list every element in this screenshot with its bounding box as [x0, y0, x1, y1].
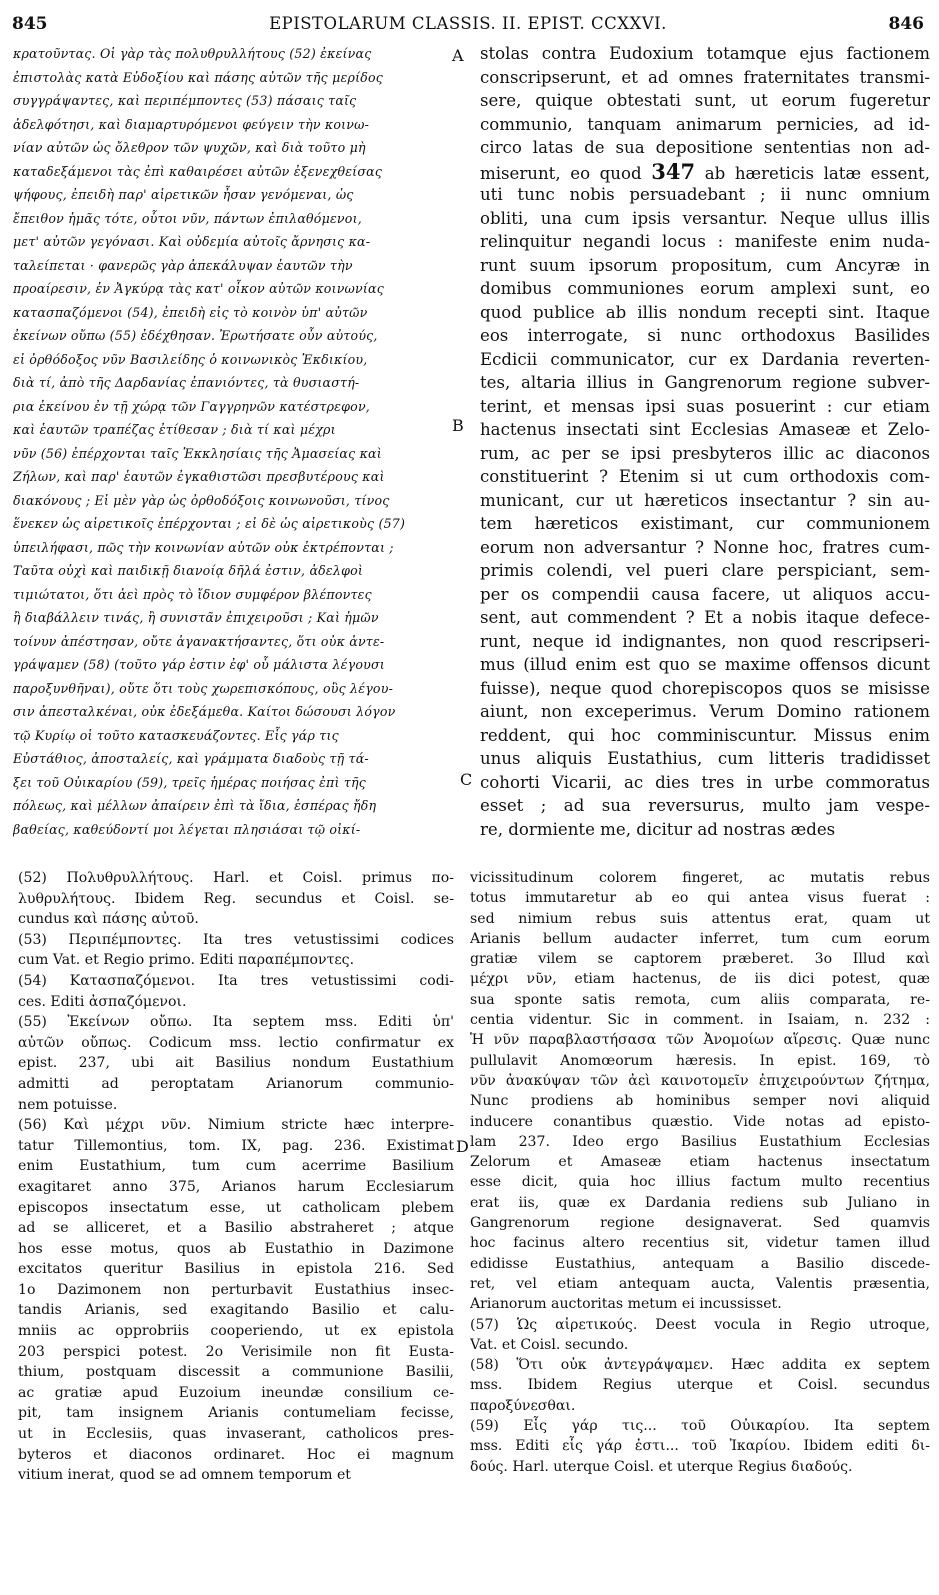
footnote-line: ces. Editi ἀσπαζόμενοι. — [18, 993, 187, 1010]
greek-text-line: κρατοῦντας. Οἱ γὰρ τὰς πολυθρυλλήτους (52) ἐκείνας — [13, 46, 372, 61]
margin-marker-c: C — [460, 770, 473, 789]
latin-text-line: eorum non adversantur ? Nonne hoc, fratres cum- — [480, 537, 930, 557]
greek-text-line: νῦν (56) ἐπέρχονται ταῖς Ἐκκλησίαις τῆς Ἀμασείας καὶ — [13, 445, 382, 461]
latin-text-line: reddent, qui hoc comminiscuntur. Missus enim — [480, 725, 930, 745]
greek-text-line: ἐκείνων οὔπω (55) ἐδέχθησαν. Ἐρωτήσατε οὖν αὐτούς, — [13, 328, 378, 343]
footnote-line: tandis Arianis, sed exagitando Basilio et calu- — [18, 1302, 454, 1319]
footnote-line: 1o Dazimonem non perturbavit Eustathius insec- — [18, 1281, 454, 1298]
footnote-line: centia videntur. Sic in comment. in Isaiam, n. 232 : — [470, 1012, 930, 1029]
latin-text-line — [480, 160, 930, 184]
greek-text-line: βαθείας, καθεύδοντί μοι λέγεται πλησιάσαι τῷ οἰκί- — [13, 821, 361, 837]
latin-text-line: stolas contra Eudoxium totamque ejus factionem — [480, 44, 930, 63]
latin-text-column — [480, 42, 930, 841]
latin-text-line: mus (illud enim est quo se maxime offensos dicunt — [480, 655, 930, 674]
footnote-line: λυθρυλήτους. Ibidem Reg. secundus et Coisl. se- — [18, 890, 454, 907]
footnote-line: byteros et diaconos ordinaret. Hoc ei magnum — [18, 1446, 454, 1463]
footnote-line: (55) Ἐκείνων οὔπω. Ita septem mss. Editi ὑπ' — [18, 1014, 454, 1031]
page-header — [12, 14, 924, 40]
footnote-line: erat iis, quæ ex Dardania rediens sub Juliano in — [470, 1194, 930, 1211]
greek-text-line: εἰ ὀρθόδοξος νῦν Βασιλείδης ὁ κοινωνικὸς Ἐκδικίου, — [13, 351, 368, 367]
greek-text-line: γράψαμεν (58) (τοῦτο γάρ ἐστιν ἐφ' οὗ μάλιστα λέγουσι — [13, 657, 385, 672]
greek-text-line: τοίνυν ἀπέστησαν, οὔτε ἀγανακτήσαντες, ὅτι οὐκ ἀντε- — [13, 633, 385, 649]
greek-text-line: νίαν αὐτῶν ὡς ὄλεθρον τῶν ψυχῶν, καὶ διὰ τοῦτο μὴ — [13, 140, 366, 155]
latin-text-line: eos interrogate, si nunc orthodoxus Basilides — [480, 326, 930, 345]
footnote-line: exagitaret anno 375, Arianos harum Ecclesiarum — [18, 1178, 454, 1195]
greek-text-line: ὑπειλήφασι, πῶς τὴν κοινωνίαν αὐτῶν οὐκ ἐκτρέπονται ; — [13, 539, 394, 555]
latin-text-line: sere, quique obtestati sunt, ut eorum fugeretur — [480, 91, 930, 110]
footnote-line: ac gratiæ apud Euzoium ineundæ consilium ce- — [18, 1384, 454, 1401]
footnote-line: nem potuisse. — [18, 1096, 118, 1113]
latin-text-fragment: miserunt, eo quod — [480, 163, 642, 183]
latin-text-line: esset ; ad sua reversurus, multo jam vespe- — [480, 796, 930, 815]
margin-marker-b: B — [452, 416, 464, 435]
footnote-line: Ἡ νῦν παραβλαστήσασα τῶν Ἀνομοίων αἵρεσις. Quæ nunc — [470, 1032, 930, 1049]
footnote-line: παροξύνεσθαι. — [470, 1397, 576, 1414]
latin-text-line: rum, ac per se ipsi presbyteros illic ac diaconos — [480, 443, 930, 463]
footnote-line: thium, postquam discessit a communione Basilii, — [18, 1364, 454, 1381]
footnote-line: inducere conantibus quæstio. Vide notas ad epistο- — [470, 1113, 930, 1130]
greek-text-line: ξει τοῦ Οὐικαρίου (59), τρεῖς ἡμέρας ποιήσας ἐπὶ τῆς — [13, 774, 366, 790]
greek-text-line: τῷ Κυρίῳ οἱ τοῦτο κατασκευάζοντες. Εἷς γάρ τις — [13, 727, 339, 743]
footnote-line: δούς. Harl. uterque Coisl. et uterque Regius διαδούς. — [470, 1458, 853, 1475]
latin-text-line: relinquitur negandi locus : manifeste enim nuda- — [480, 232, 930, 251]
greek-text-line: ἔπειθον ἡμᾶς τότε, οὗτοι νῦν, πάντων ἐπιλαθόμενοι, — [13, 210, 362, 226]
greek-text-line: καὶ ἑαυτῶν τραπέζας ἐτίθεσαν ; διὰ τί καὶ μέχρι — [13, 422, 336, 437]
latin-text-line: terint, et mensas ipsi suas posuerint : cur etiam — [480, 396, 930, 416]
footnote-line: Zelorum et Amaseæ etiam hactenus insectatum — [470, 1154, 930, 1171]
greek-text-line: προαίρεσιν, ἐν Ἀγκύρᾳ τὰς κατ' οἶκον αὐτῶν κοινωνίας — [13, 281, 384, 296]
latin-text-line: Ecdicii communicator, cur ex Dardania reverten- — [480, 349, 930, 369]
latin-text-line: obliti, una cum ipsis versantur. Neque ullus illis — [480, 208, 930, 228]
footnote-line: νῦν ἀνακύψαν τῶν ἀεὶ καινοτομεῖν ἐπιχειρούντων ζήτημα, — [470, 1072, 930, 1089]
latin-text-line: conscripserunt, et ad omnes fraternitates transmi- — [480, 67, 930, 87]
latin-text-line: runt, neque id indignantes, non quod rescripseri- — [480, 631, 930, 651]
latin-text-line: circo latas de sua depositione sententias non ad- — [480, 138, 930, 157]
footnotes-left-column — [18, 868, 454, 1486]
footnote-line: Arianorum auctoritas metum ei incussisset. — [470, 1296, 782, 1313]
footnote-line: enim Eustathium, tum cum acerrime Basilium — [18, 1158, 454, 1175]
greek-text-line: τιμιώτατοι, ὅτι ἀεὶ πρὸς τὸ ἴδιον συμφέρον βλέποντες — [13, 586, 372, 602]
greek-text-line: κατασπαζόμενοι (54), ἐπειδὴ εἰς τὸ κοινὸν ὑπ' αὐτῶν — [13, 304, 368, 320]
footnote-line: ad se alliceret, et a Basilio abstraheret ; atque — [18, 1220, 454, 1237]
footnote-line: (52) Πολυθρυλλήτους. Harl. et Coisl. primus πο- — [18, 870, 454, 886]
footnote-line: admitti ad peroptatam Arianorum communio- — [18, 1075, 454, 1092]
footnote-line: esse dicit, quia hoc illius factum multo recentius — [470, 1174, 930, 1191]
footnote-line: vicissitudinum colorem fingeret, ac mutatis rebus — [470, 870, 930, 886]
greek-text-line: παροξυνθῆναι), οὔτε ὅτι τοὺς χωρεπισκόπους, οὓς λέγου- — [13, 680, 394, 696]
latin-text-line: constituerint ? Etenim si ut cum orthodoxis com- — [480, 467, 930, 486]
greek-text-line: ἐπιστολὰς κατὰ Εὐδοξίου καὶ πάσης αὐτῶν τῆς μερίδος — [13, 69, 384, 85]
greek-text-column — [13, 42, 461, 841]
latin-text-line: unus aliquis Eustathius, cum litteris tradidisset — [480, 749, 930, 768]
footnote-line: edidisse Eustathius, antequam a Basilio discede- — [470, 1255, 930, 1272]
footnote-line: (56) Καὶ μέχρι νῦν. Nimium stricte hæc interpre- — [18, 1117, 454, 1134]
latin-text-line: per os compendii causa facere, ut aliquos accu- — [480, 584, 930, 604]
footnote-line: epist. 237, ubi ait Basilius nondum Eustathium — [18, 1055, 454, 1072]
greek-text-line: ἕνεκεν ὡς αἱρετικοῖς ἐπέρχονται ; εἰ δὲ ὡς αἱρετικοὺς (57) — [13, 516, 406, 531]
footnote-line: hoc facinus altero recentius sit, videtur tamen illud — [470, 1235, 930, 1252]
footnote-line: Nunc prodiens ab hominibus semper novi aliquid — [470, 1093, 930, 1110]
footnote-line: (54) Κατασπαζόμενοι. Ita tres vetustissimi codi- — [18, 972, 454, 989]
footnote-line: μέχρι νῦν, etiam hactenus, de iis dici potest, quæ — [470, 971, 930, 988]
greek-text-line: Ζήλων, καὶ παρ' ἑαυτῶν ἐγκαθιστῶσι πρεσβυτέρους καὶ — [13, 469, 385, 484]
footnote-line: totus immutaretur ab eo qui antea visus fuerat : — [470, 890, 930, 907]
margin-marker-d: D — [456, 1137, 469, 1156]
greek-text-line: ταλείπεται · φανερῶς γὰρ ἀπεκάλυψαν ἑαυτῶν τὴν — [13, 257, 353, 273]
footnote-line: 203 perspici potest. 2o Verisimile non fit Eusta- — [18, 1343, 454, 1360]
footnote-line: Gangrenorum regione designaverat. Sed quamvis — [470, 1215, 930, 1232]
footnote-line: gratiæ vilem se captorem præberet. 3o Illud καὶ — [470, 951, 930, 968]
latin-text-line: cohorti Vicarii, ac dies tres in urbe commoratus — [480, 772, 930, 792]
greek-text-line: ρια ἐκείνου ἐν τῇ χώρᾳ τῶν Γαγγρηνῶν κατέστρεφον, — [13, 398, 371, 414]
footnote-line: cum Vat. et Regio primo. Editi παραπέμποντες. — [18, 952, 355, 969]
footnote-line: pullulavit Anomœorum hæresis. In epist. 169, τὸ — [470, 1052, 930, 1069]
margin-marker-a: A — [452, 46, 464, 65]
greek-text-line: μετ' αὐτῶν γεγόνασι. Καὶ οὐδεμία αὐτοῖς ἄρνησις κα- — [13, 234, 371, 249]
greek-text-line: συγγράψαντες, καὶ περιπέμποντες (53) πάσαις ταῖς — [13, 93, 357, 108]
running-title: EPISTOLARUM CLASSIS. II. EPIST. CCXXVI. — [269, 14, 667, 33]
latin-text-line: aiunt, non exceperimus. Verum Domino rationem — [480, 702, 930, 721]
latin-text-line: sent, aut commendent ? Et a nobis itaque defece- — [480, 608, 930, 627]
footnote-line: sua sponte satis remota, cum aliis comparata, re- — [470, 991, 930, 1008]
greek-text-line: Εὐστάθιος, ἀποσταλείς, καὶ γράμματα διαδοὺς τῇ τά- — [13, 751, 369, 766]
greek-text-line: ἀδελφότησι, καὶ διαμαρτυρόμενοι φεύγειν τὴν κοινω- — [13, 116, 370, 132]
footnote-line: lam 237. Ideo ergo Basilius Eustathium Ecclesias — [470, 1133, 930, 1150]
greek-text-line: διακόνους ; Εἰ μὲν γὰρ ὡς ὀρθοδόξοις κοινωνοῦσι, τίνος — [13, 492, 390, 508]
latin-text-line: communio, tanquam animarum pernicies, ad id- — [480, 114, 930, 134]
footnote-line: Vat. et Coisl. secundo. — [470, 1336, 629, 1353]
footnote-line: Arianis bellum audacter inferret, tum cum eorum — [470, 930, 930, 947]
footnote-line: (57) Ὡς αἱρετικούς. Deest vocula in Regio utroque, — [470, 1316, 930, 1333]
latin-text-line: hactenus insectati sint Ecclesias Amaseæ et Zelo- — [480, 420, 930, 439]
footnote-line: (59) Εἷς γάρ τις... τοῦ Οὐικαρίου. Ita septem — [470, 1418, 930, 1435]
footnote-line: mniis ac opprobriis cooperiendo, ut ex epistola — [18, 1323, 454, 1340]
footnote-line: excitatos queritur Basilius in epistola 216. Sed — [18, 1261, 454, 1278]
latin-text-line: primis colendi, vel pueri clare perspiciant, sem- — [480, 561, 930, 580]
column-number: 347 — [651, 159, 696, 183]
footnote-line: mss. Ibidem Regius uterque et Coisl. secundus — [470, 1377, 930, 1394]
footnote-line: cundus καὶ πάσης αὐτοῦ. — [18, 911, 199, 928]
latin-text-line: runt suum ipsorum propositum, cum Ancyræ in — [480, 255, 930, 275]
greek-text-line: διὰ τί, ἀπὸ τῆς Δαρδανίας ἐπανιόντες, τὰ θυσιαστή- — [13, 375, 360, 390]
footnote-line: (53) Περιπέμποντες. Ita tres vetustissimi codices — [18, 931, 454, 948]
latin-text-line: quod publice ab illis nondum recepti sint. Itaque — [480, 302, 930, 322]
footnote-line: ut in Ecclesiis, quas invaserant, catholicos pres- — [18, 1426, 454, 1443]
footnote-line: ret, vel etiam antequam aucta, Valentis præsentia, — [470, 1275, 930, 1292]
greek-text-line: σιν ἀπεσταλκέναι, οὐκ ἐδεξάμεθα. Καίτοι δώσουσι λόγον — [13, 704, 396, 719]
latin-text-line: tem hæreticos existimant, cur communionem — [480, 514, 930, 533]
footnote-line: vitium inerat, quod se ad omnem temporum et — [18, 1467, 351, 1484]
greek-text-line: πόλεως, καὶ μέλλων ἀπαίρειν ἐπὶ τὰ ἴδια, ἑσπέρας ἤδη — [13, 798, 377, 813]
page-number-right: 846 — [888, 14, 924, 34]
footnote-line: sed nimium rebus suis attentus erat, quam ut — [470, 910, 930, 927]
footnote-line: αὐτῶν οὔπως. Codicum mss. lectio confirmatur ex — [18, 1034, 454, 1051]
page-number-left: 845 — [12, 14, 48, 34]
latin-text-line: uti tunc nobis persuadebant ; ii nunc omnium — [480, 185, 930, 204]
latin-text-line: fuisse), neque quod chorepiscopos quos se misisse — [480, 678, 930, 698]
footnote-line: hos esse motus, quos ab Eustathio in Dazimone — [18, 1240, 454, 1257]
latin-text-line: re, dormiente me, dicitur ad nostras ædes — [480, 819, 836, 839]
footnote-line: pit, tam insignem Arianis contumeliam fecisse, — [18, 1405, 454, 1422]
latin-text-line: domibus communiones eorum amplexi sunt, eo — [480, 279, 930, 298]
footnotes-right-column — [470, 868, 930, 1477]
greek-text-line: ἢ διαβάλλειν τινάς, ἢ συνιστᾶν ἐπιχειροῦσι ; Καὶ ἡμῶν — [13, 610, 379, 625]
latin-text-fragment: ab hæreticis latæ essent, — [704, 163, 930, 183]
footnote-line: tatur Tillemontius, tom. IX, pag. 236. Existimat — [18, 1137, 454, 1154]
latin-text-line: municant, cur ut hæreticos insectantur ? sin au- — [480, 490, 930, 510]
greek-text-line: ψήφους, ἐπειδὴ παρ' αἱρετικῶν ἦσαν γενόμεναι, ὡς — [13, 187, 354, 202]
greek-text-line: καταδεξάμενοι τὰς ἐπὶ καθαιρέσει αὐτῶν ἐξενεχθείσας — [13, 163, 383, 179]
greek-text-line: Ταῦτα οὐχὶ καὶ παιδικῇ διανοίᾳ δῆλά ἐστιν, ἀδελφοὶ — [13, 563, 364, 578]
footnote-line: (58) Ὅτι οὐκ ἀντεγράψαμεν. Hæc addita ex septem — [470, 1357, 930, 1374]
footnote-line: episcopos insectatum esse, ut catholicam plebem — [18, 1199, 454, 1216]
footnote-line: mss. Editi εἷς γάρ ἐστι... τοῦ Ἰκαρίου. Ibidem editi δι- — [470, 1438, 930, 1455]
latin-text-line: tes, altaria illius in Gangrenorum regione subver- — [480, 373, 930, 392]
